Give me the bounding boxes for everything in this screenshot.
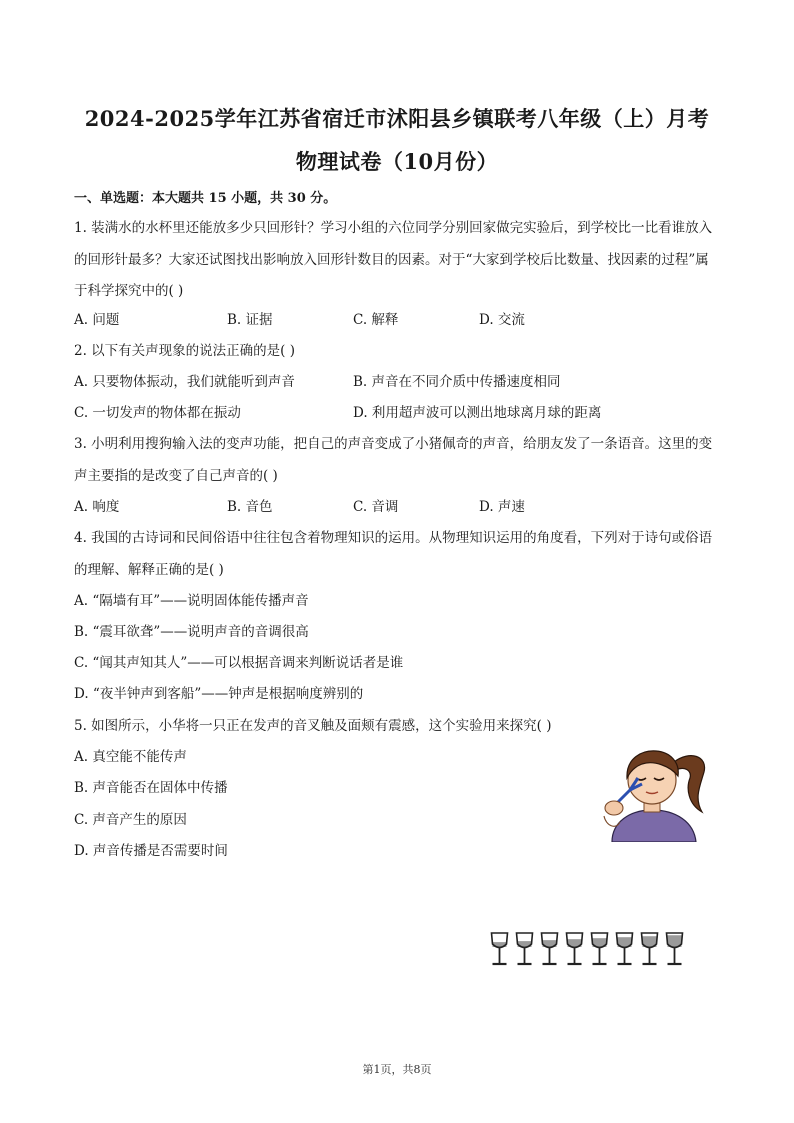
question-3-option-c: C. 音调	[353, 499, 399, 515]
question-1-stem: 1. 装满水的水杯里还能放多少只回形针？学习小组的六位同学分别回家做完实验后，到学校比一比看谁放入的回形针最多？大家还试图找出影响放入回形针数目的因素。对于“大家到学校后比数量、找因素的过程”属于科学探究中的( )	[74, 220, 713, 299]
question-5-option-b: B. 声音能否在固体中传播	[74, 780, 228, 796]
section-heading: 一、单选题：本大题共 15 小题，共 30 分。	[74, 191, 337, 206]
question-1-options	[74, 305, 722, 336]
question-1-option-c: C. 解释	[353, 312, 399, 328]
page-footer: 第1页，共8页	[362, 1063, 432, 1076]
question-3-option-b: B. 音色	[227, 499, 273, 515]
question-2-stem: 2. 以下有关声现象的说法正确的是( )	[74, 343, 295, 359]
question-4-option-b: B. “震耳欲聋”——说明声音的音调很高	[74, 624, 309, 640]
question-4-option-d: D. “夜半钟声到客船”——钟声是根据响度辨别的	[74, 686, 364, 702]
question-1-option-b: B. 证据	[227, 312, 273, 328]
exam-title-line-1: 2024-2025学年江苏省宿迁市沭阳县乡镇联考八年级（上）月考	[84, 106, 710, 131]
question-4-option-a: A. “隔墙有耳”——说明固体能传播声音	[74, 593, 309, 609]
question-5-stem: 5. 如图所示，小华将一只正在发声的音叉触及面颊有震感，这个实验用来探究( )	[74, 718, 552, 734]
question-3-option-d: D. 声速	[479, 499, 525, 515]
question-5-option-a: A. 真空能不能传声	[74, 749, 187, 765]
question-5-option-c: C. 声音产生的原因	[74, 812, 187, 828]
question-2-options-row-1	[74, 367, 722, 398]
wine-glass	[667, 933, 683, 964]
question-2-option-b: B. 声音在不同介质中传播速度相同	[353, 374, 561, 390]
wine-glass	[642, 933, 658, 964]
question-3-option-a: A. 响度	[74, 499, 120, 515]
question-4-stem: 4. 我国的古诗词和民间俗语中往往包含着物理知识的运用。从物理知识运用的角度看，下列对于诗句或俗语的理解、解释正确的是( )	[74, 530, 713, 578]
question-2-option-d: D. 利用超声波可以测出地球离月球的距离	[353, 405, 602, 421]
exam-title-line-2: 物理试卷（10月份）	[295, 149, 499, 174]
girl-with-tuning-fork-illustration	[590, 742, 722, 842]
wine-glass	[617, 933, 633, 964]
question-3-stem: 3. 小明利用搜狗输入法的变声功能，把自己的声音变成了小猪佩奇的声音，给朋友发了一条语音。这里的变声主要指的是改变了自己声音的( )	[74, 436, 713, 484]
question-2-options-row-2	[74, 398, 722, 429]
eight-wine-glasses-illustration	[487, 930, 687, 968]
wine-glass	[517, 933, 533, 964]
question-1-option-a: A. 问题	[74, 312, 120, 328]
wine-glass	[542, 933, 558, 964]
question-2-option-a: A. 只要物体振动，我们就能听到声音	[74, 374, 295, 390]
wine-glass	[592, 933, 608, 964]
wine-glass	[567, 933, 583, 964]
wine-glass	[492, 933, 508, 964]
question-4-option-c: C. “闻其声知其人”——可以根据音调来判断说话者是谁	[74, 655, 404, 671]
question-3-options	[74, 492, 722, 523]
question-2-option-c: C. 一切发声的物体都在振动	[74, 405, 241, 421]
question-1-option-d: D. 交流	[479, 312, 525, 328]
question-5-option-d: D. 声音传播是否需要时间	[74, 843, 228, 859]
